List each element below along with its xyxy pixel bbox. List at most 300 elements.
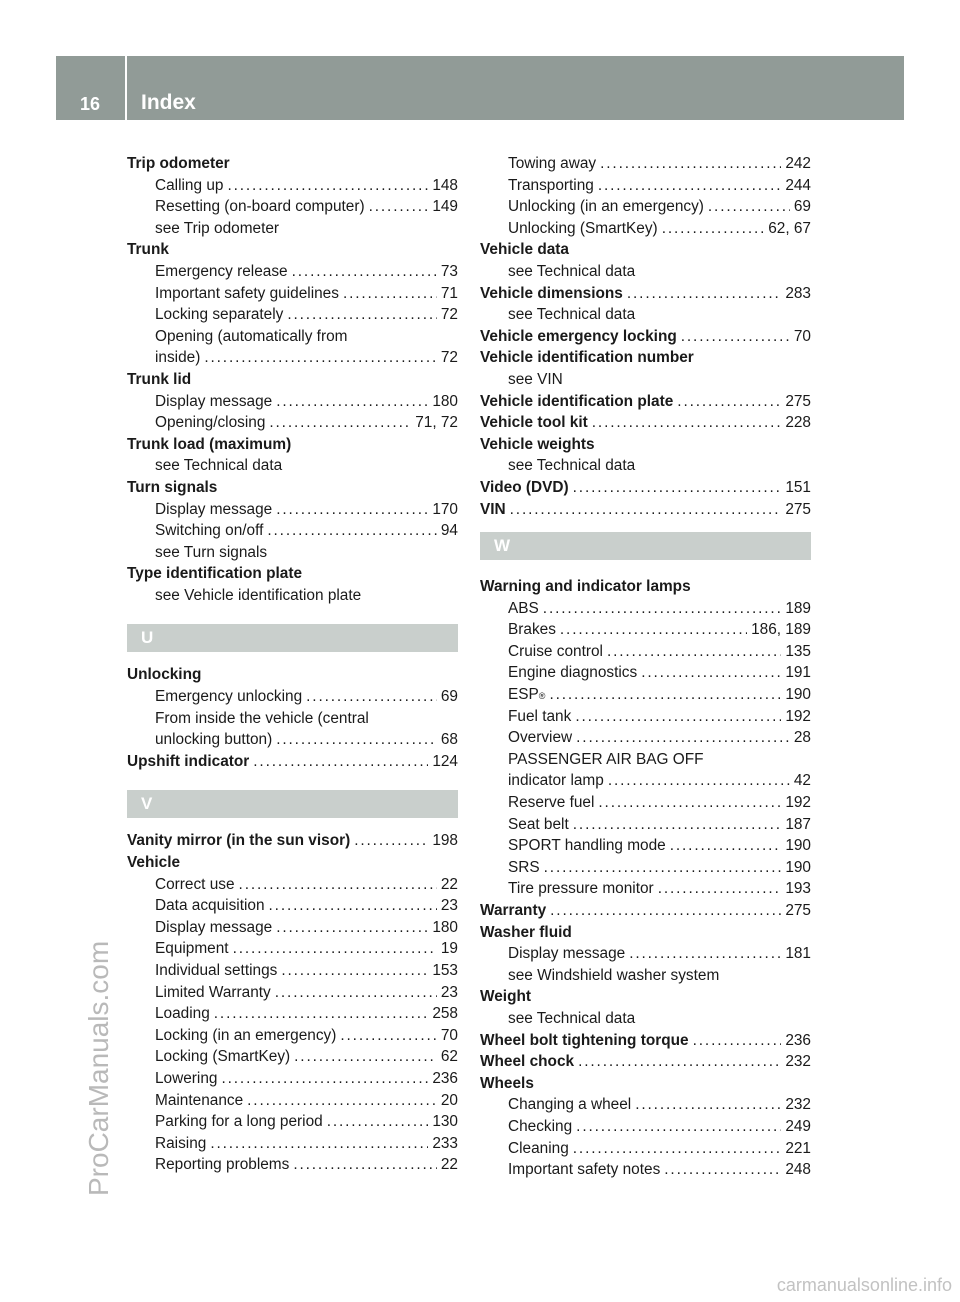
entry-label: Trunk lid (127, 370, 192, 388)
page-reference: 228 (785, 414, 811, 432)
page-reference: 186, 189 (751, 621, 811, 639)
entry-label: Fuel tank (508, 707, 572, 725)
dot-leader (294, 1046, 437, 1068)
dot-leader (281, 960, 428, 982)
entry-label: Display message (155, 392, 273, 410)
dot-leader (204, 347, 437, 369)
index-subentry (480, 662, 811, 684)
entry-label: Unlocking (127, 666, 202, 684)
page-reference: 149 (432, 198, 458, 216)
page-reference: 190 (785, 837, 811, 855)
dot-leader (592, 412, 782, 434)
entry-label: Lowering (155, 1069, 218, 1087)
dot-leader (598, 792, 781, 814)
index-subentry (480, 1159, 811, 1181)
entry-label: Important safety guidelines (155, 284, 339, 302)
page-reference: 244 (785, 176, 811, 194)
page-reference: 190 (785, 686, 811, 704)
entry-label: see Turn signals (155, 543, 268, 561)
page-reference: 20 (440, 1091, 458, 1109)
index-subentry (480, 261, 811, 283)
index-entry (480, 576, 811, 598)
entry-label: Raising (155, 1134, 207, 1152)
page-reference: 190 (785, 858, 811, 876)
entry-label: Cruise control (508, 642, 603, 660)
index-entry (480, 326, 811, 348)
dot-leader (576, 727, 790, 749)
page-reference: 22 (440, 1156, 458, 1174)
page-reference: 170 (432, 500, 458, 518)
index-entry (480, 900, 811, 922)
index-subentry: ESP ® . . . 190 (480, 684, 811, 706)
entry-label: see Vehicle identification plate (155, 586, 362, 604)
dot-leader (550, 900, 781, 922)
page-reference: 192 (785, 707, 811, 725)
page-number: 16 (79, 94, 101, 114)
dot-leader (560, 619, 747, 641)
entry-label: VIN (480, 500, 506, 518)
entry-label: Seat belt (508, 815, 569, 833)
page-reference: 62, 67 (768, 219, 811, 237)
entry-label: Unlocking (in an emergency) (508, 198, 704, 216)
index-subentry (127, 1068, 458, 1090)
dot-leader (575, 706, 781, 728)
entry-label: Trunk (127, 241, 169, 259)
entry-label: unlocking button) (155, 731, 273, 749)
entry-label: Display message (155, 500, 273, 518)
page-reference: 23 (440, 897, 458, 915)
index-subentry (127, 283, 458, 305)
page-reference: 221 (785, 1139, 811, 1157)
entry-label: Calling up (155, 176, 224, 194)
index-subentry (127, 938, 458, 960)
index-subentry (127, 1133, 458, 1155)
dot-leader (267, 520, 437, 542)
entry-label: see Technical data (155, 457, 283, 475)
index-subentry (480, 196, 811, 218)
entry-label: see Windshield washer system (508, 966, 720, 984)
dot-leader (543, 598, 782, 620)
page-reference: 72 (440, 306, 458, 324)
index-subentry (127, 1090, 458, 1112)
index-subentry (127, 499, 458, 521)
entry-label: Warning and indicator lamps (480, 578, 691, 596)
entry-label: Vehicle data (480, 241, 569, 259)
entry-label: Loading (155, 1005, 210, 1023)
index-subentry (480, 878, 811, 900)
entry-label: Type identification plate (127, 565, 303, 583)
index-subentry (480, 835, 811, 857)
page-reference: 69 (793, 198, 811, 216)
index-subentry (127, 520, 458, 542)
index-entry (480, 239, 811, 261)
entry-label: see Technical data (508, 1009, 636, 1027)
index-subentry (127, 874, 458, 896)
index-subentry (127, 175, 458, 197)
index-subentry (480, 175, 811, 197)
page-reference: 22 (440, 875, 458, 893)
index-subentry (480, 965, 811, 987)
dot-leader (576, 1116, 781, 1138)
index-entry (480, 1073, 811, 1095)
dot-leader (629, 943, 781, 965)
index-subentry (480, 641, 811, 663)
page-reference: 68 (440, 731, 458, 749)
dot-leader (269, 412, 411, 434)
watermark-text: ProCarManuals.com (83, 940, 114, 1196)
dot-leader (276, 499, 428, 521)
index-entry (480, 922, 811, 944)
index-subentry (127, 917, 458, 939)
dot-leader (253, 751, 428, 773)
dot-leader (269, 895, 437, 917)
index-subentry (127, 542, 458, 564)
entry-label: Trip odometer (127, 155, 230, 172)
index-subentry (127, 1003, 458, 1025)
entry-label: Vehicle identification number (480, 349, 694, 367)
index-subentry (480, 943, 811, 965)
dot-leader (677, 391, 781, 413)
entry-label: Overview (508, 729, 573, 747)
index-subentry (480, 619, 811, 641)
entry-label: Switching on/off (155, 522, 264, 540)
entry-label: ESP (508, 686, 539, 704)
index-entry (480, 1030, 811, 1052)
entry-label: PASSENGER AIR BAG OFF (508, 750, 704, 768)
page-reference: 189 (785, 599, 811, 617)
index-subentry (480, 1116, 811, 1138)
entry-label: Towing away (508, 155, 597, 172)
index-subentry (127, 196, 458, 218)
index-entry (127, 852, 458, 874)
entry-label: Reporting problems (155, 1156, 290, 1174)
dot-leader (275, 982, 437, 1004)
index-subentry (480, 1138, 811, 1160)
index-subentry (127, 304, 458, 326)
dot-leader (214, 1003, 429, 1025)
dot-leader (608, 770, 790, 792)
page-reference: 71, 72 (415, 414, 458, 432)
entry-label: Locking (SmartKey) (155, 1048, 291, 1066)
index-subentry (127, 960, 458, 982)
entry-label: Display message (155, 918, 273, 936)
index-entry (127, 239, 458, 261)
entry-label: Trunk load (maximum) (127, 435, 292, 453)
entry-label: Engine diagnostics (508, 664, 638, 682)
dot-leader (210, 1133, 428, 1155)
index-entry (127, 153, 458, 175)
index-entry (480, 391, 811, 413)
index-subentry (480, 706, 811, 728)
index-entry (480, 283, 811, 305)
page-reference: 180 (432, 392, 458, 410)
entry-label: Equipment (155, 940, 229, 958)
entry-label: Opening (automatically from (155, 327, 348, 345)
index-subentry (127, 895, 458, 917)
page-reference: 130 (432, 1113, 458, 1131)
entry-label: Resetting (on-board computer) (155, 198, 365, 216)
index-subentry (127, 729, 458, 751)
page-reference: 69 (440, 688, 458, 706)
dot-leader (221, 1068, 428, 1090)
index-subentry (127, 391, 458, 413)
dot-leader (708, 196, 790, 218)
dot-leader (573, 477, 782, 499)
entry-label: Important safety notes (508, 1161, 661, 1179)
index-subentry (480, 218, 811, 240)
index-subentry (480, 1008, 811, 1030)
entry-label: Emergency unlocking (155, 688, 303, 706)
dot-leader (635, 1094, 781, 1116)
entry-label: Locking separately (155, 306, 284, 324)
dot-leader (573, 814, 782, 836)
entry-label: SRS (508, 858, 540, 876)
page-reference: 258 (432, 1005, 458, 1023)
dot-leader (306, 686, 437, 708)
entry-label: Limited Warranty (155, 983, 271, 1001)
entry-label: Individual settings (155, 962, 278, 979)
dot-leader (600, 153, 781, 175)
entry-label: see Technical data (508, 262, 636, 280)
index-column-right (480, 153, 811, 1181)
entry-label: Vehicle identification plate (480, 392, 674, 410)
index-subentry (480, 857, 811, 879)
index-entry (480, 499, 811, 521)
entry-label: see Technical data (508, 306, 636, 324)
dot-leader (693, 1030, 782, 1052)
page-reference: 180 (432, 918, 458, 936)
index-entry (480, 477, 811, 499)
entry-label: Vehicle weights (480, 435, 595, 453)
index-entry (127, 563, 458, 585)
entry-label: Locking (in an emergency) (155, 1026, 337, 1044)
dot-leader (544, 857, 782, 879)
entry-label: Cleaning (508, 1139, 569, 1157)
dot-leader (239, 874, 437, 896)
index-entry (480, 1051, 811, 1073)
index-entry (480, 412, 811, 434)
page-reference: 275 (785, 902, 811, 919)
page-reference: 71 (440, 284, 458, 302)
dot-leader (276, 391, 428, 413)
index-entry (127, 751, 458, 773)
index-subentry (127, 1046, 458, 1068)
page-reference: 148 (432, 176, 458, 194)
header-separator (125, 56, 127, 120)
index-subentry (127, 326, 458, 348)
page-reference: 72 (440, 349, 458, 367)
index-entry (127, 664, 458, 686)
page-reference: 28 (793, 729, 811, 747)
dot-leader (664, 1159, 781, 1181)
index-subentry (480, 304, 811, 326)
index-column-left (127, 153, 458, 1176)
entry-label: Opening/closing (155, 414, 266, 432)
entry-label: Vehicle (127, 854, 181, 872)
page-reference: 151 (785, 478, 811, 496)
letter-heading: V (127, 790, 458, 818)
dot-leader (369, 196, 429, 218)
index-subentry (127, 261, 458, 283)
entry-label: Changing a wheel (508, 1096, 632, 1114)
entry-label: Data acquisition (155, 897, 265, 915)
index-subentry (127, 412, 458, 434)
page-reference: 94 (440, 522, 458, 540)
index-subentry (127, 347, 458, 369)
page-reference: 73 (440, 262, 458, 280)
page-reference: 242 (785, 155, 811, 172)
entry-label: inside) (155, 349, 201, 367)
section-title: Index (141, 91, 196, 114)
index-subentry (127, 455, 458, 477)
index-subentry (480, 770, 811, 792)
page-reference: 233 (432, 1134, 458, 1152)
entry-label: Correct use (155, 875, 235, 893)
index-entry (127, 369, 458, 391)
page-reference: 191 (785, 664, 811, 682)
index-entry (127, 434, 458, 456)
dot-leader (276, 917, 428, 939)
page-reference: 62 (440, 1048, 458, 1066)
entry-label: ABS (508, 599, 539, 617)
entry-label: Reserve fuel (508, 794, 595, 812)
entry-label: see Trip odometer (155, 219, 280, 237)
index-subentry (127, 686, 458, 708)
page-reference: 187 (785, 815, 811, 833)
page-reference: 275 (785, 392, 811, 410)
entry-label: Transporting (508, 176, 594, 194)
dot-leader (287, 304, 437, 326)
entry-label: Checking (508, 1117, 573, 1135)
index-subentry (480, 455, 811, 477)
dot-leader (247, 1090, 437, 1112)
page-reference: 232 (785, 1096, 811, 1114)
dot-leader (598, 175, 781, 197)
dot-leader (607, 641, 781, 663)
index-entry (480, 434, 811, 456)
dot-leader (292, 261, 437, 283)
entry-label: Display message (508, 945, 626, 963)
entry-label: From inside the vehicle (central (155, 709, 369, 727)
page-reference: 232 (785, 1053, 811, 1071)
index-subentry (480, 598, 811, 620)
page-reference: 124 (432, 752, 458, 770)
dot-leader (227, 175, 428, 197)
page-reference: 42 (793, 772, 811, 790)
page-reference: 135 (785, 642, 811, 660)
entry-label: Vehicle tool kit (480, 414, 588, 432)
page-reference: 153 (432, 962, 458, 979)
entry-label: SPORT handling mode (508, 837, 666, 855)
entry-label: Wheel chock (480, 1053, 575, 1071)
entry-label: Wheel bolt tightening torque (480, 1031, 689, 1049)
letter-heading: W (480, 532, 811, 560)
index-subentry (127, 982, 458, 1004)
index-subentry (127, 708, 458, 730)
page-reference: 181 (785, 945, 811, 963)
letter-heading: U (127, 624, 458, 652)
page-reference: 248 (785, 1161, 811, 1179)
index-subentry (480, 1094, 811, 1116)
entry-label: Tire pressure monitor (508, 880, 654, 898)
dot-leader (233, 938, 437, 960)
page-reference: 198 (432, 832, 458, 850)
index-subentry (480, 369, 811, 391)
entry-label: Vehicle dimensions (480, 284, 623, 302)
index-entry (480, 347, 811, 369)
dot-leader (578, 1051, 781, 1073)
page-reference: 236 (432, 1069, 458, 1087)
index-subentry (127, 585, 458, 607)
index-entry (127, 477, 458, 499)
dot-leader (340, 1025, 437, 1047)
entry-label: see VIN (508, 370, 563, 388)
page-reference: 193 (785, 880, 811, 898)
entry-label: Parking for a long period (155, 1113, 323, 1131)
dot-leader (510, 499, 782, 521)
entry-label: Washer fluid (480, 923, 572, 941)
entry-label: Wheels (480, 1074, 534, 1092)
dot-leader (276, 729, 437, 751)
dot-leader (627, 283, 781, 305)
dot-leader (658, 878, 782, 900)
entry-label: Weight (480, 988, 532, 1006)
page-reference: 192 (785, 794, 811, 812)
dot-leader (549, 684, 781, 706)
page-reference: 19 (440, 940, 458, 958)
index-subentry (480, 727, 811, 749)
index-subentry (480, 749, 811, 771)
entry-label: Video (DVD) (480, 478, 569, 496)
dot-leader (681, 326, 790, 348)
index-subentry (480, 814, 811, 836)
dot-leader (573, 1138, 782, 1160)
entry-label: Emergency release (155, 262, 288, 280)
dot-leader (354, 830, 428, 852)
index-entry (127, 830, 458, 852)
page-reference: 70 (793, 327, 811, 345)
watermark (83, 940, 123, 1236)
page-reference: 23 (440, 983, 458, 1001)
dot-leader (327, 1111, 429, 1133)
dot-leader (662, 218, 765, 240)
dot-leader (670, 835, 782, 857)
index-subentry (127, 218, 458, 240)
footer-watermark: carmanualsonline.info (776, 1275, 952, 1295)
entry-label: indicator lamp (508, 772, 604, 790)
index-subentry (127, 1154, 458, 1176)
page-reference: 70 (440, 1026, 458, 1044)
index-subentry (480, 153, 811, 175)
index-entry (480, 986, 811, 1008)
index-subentry (127, 1025, 458, 1047)
entry-label: Turn signals (127, 478, 218, 496)
entry-label: Upshift indicator (127, 752, 250, 770)
page-reference: 236 (785, 1031, 811, 1049)
entry-label: Unlocking (SmartKey) (508, 219, 658, 237)
page-reference: 249 (785, 1117, 811, 1135)
entry-label: Brakes (508, 621, 556, 639)
entry-label: Vehicle emergency locking (480, 327, 677, 345)
entry-label: see Technical data (508, 457, 636, 475)
page-reference: 275 (785, 500, 811, 518)
dot-leader (293, 1154, 437, 1176)
index-subentry (127, 1111, 458, 1133)
entry-label: Vanity mirror (in the sun visor) (127, 832, 351, 850)
dot-leader (343, 283, 437, 305)
entry-label: Warranty (480, 902, 547, 919)
page-reference: 283 (785, 284, 811, 302)
